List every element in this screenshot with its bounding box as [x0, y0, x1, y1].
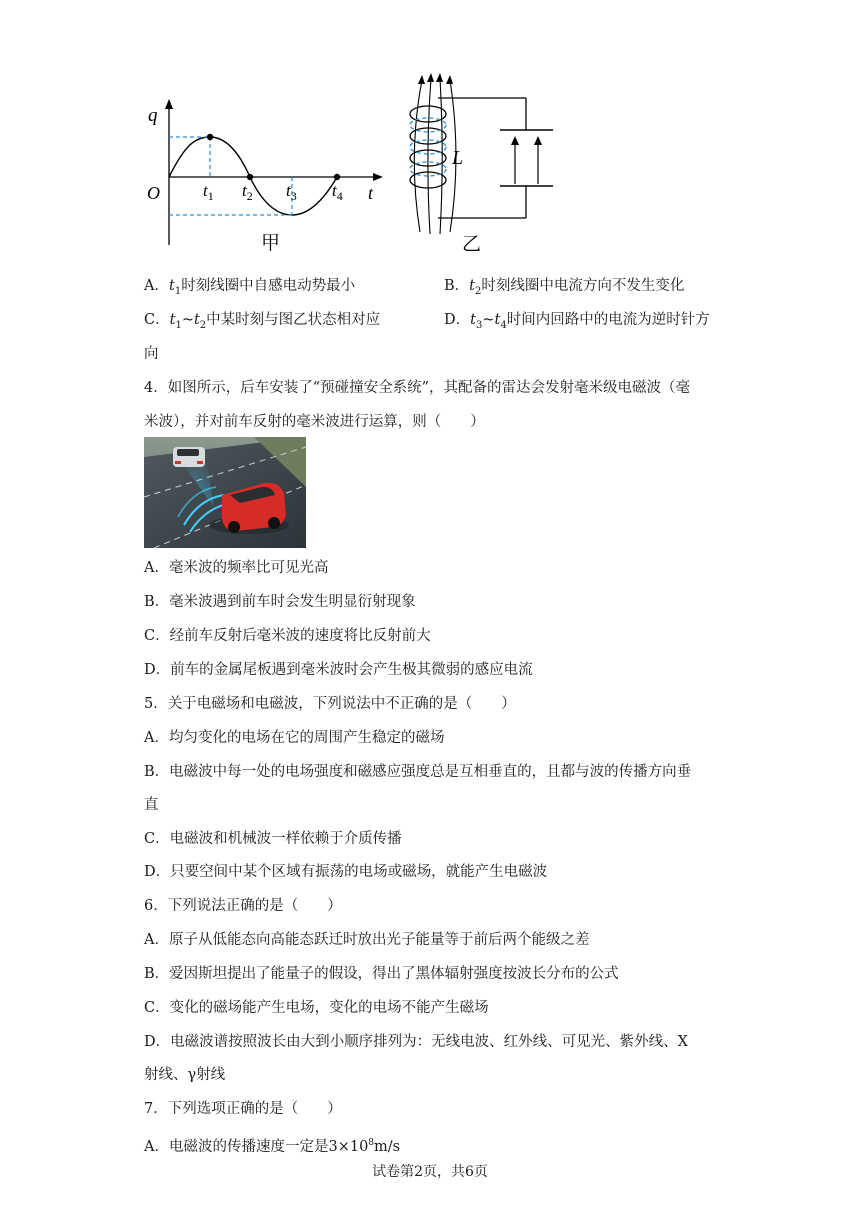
q5-stem: 5．关于电磁场和电磁波，下列说法中不正确的是（ ） — [144, 696, 516, 712]
radar-car-photo — [144, 437, 306, 548]
tick-t4-label: $t_4$ — [332, 181, 343, 203]
axis-t-label: t — [368, 183, 374, 203]
figure-jia-caption: 甲 — [261, 232, 281, 254]
q6-option-d: D．电磁波谱按照波长由大到小顺序排列为：无线电波、红外线、可见光、紫外线、X — [144, 1034, 688, 1050]
q3-option-c: C．$t_1\sim t_2$中某时刻与图乙状态相对应 — [144, 312, 381, 331]
q5-option-a: A．均匀变化的电场在它的周围产生稳定的磁场 — [144, 730, 445, 746]
figure-yi-caption: 乙 — [462, 233, 482, 255]
q5-option-c: C．电磁波和机械波一样依赖于介质传播 — [144, 831, 402, 847]
tick-t3-label: $t_3$ — [286, 181, 297, 203]
q4-option-b: B．毫米波遇到前车时会发生明显衍射现象 — [144, 594, 416, 610]
q3-option-b: B．$t_2$时刻线圈中电流方向不发生变化 — [444, 278, 685, 297]
q4-option-a: A．毫米波的频率比可见光高 — [144, 560, 329, 576]
q3-option-a: A．$t_1$时刻线圈中自感电动势最小 — [144, 278, 356, 297]
axis-q-label: q — [148, 105, 158, 126]
q4-option-c: C．经前车反射后毫米波的速度将比反射前大 — [144, 628, 431, 644]
q3-option-d-cont: 向 — [144, 346, 159, 362]
q6-option-c: C．变化的磁场能产生电场，变化的电场不能产生磁场 — [144, 1000, 489, 1016]
tick-t2-label: $t_2$ — [242, 181, 253, 203]
q6-option-b: B．爱因斯坦提出了能量子的假设，得出了黑体辐射强度按波长分布的公式 — [144, 966, 619, 982]
q5-option-d: D．只要空间中某个区域有振荡的电场或磁场，就能产生电磁波 — [144, 864, 548, 880]
q5-option-b-cont: 直 — [144, 797, 159, 813]
q5-option-b: B．电磁波中每一处的电场强度和磁感应强度总是互相垂直的，且都与波的传播方向垂 — [144, 764, 692, 780]
origin-label: O — [147, 183, 160, 203]
q6-option-a: A．原子从低能态向高能态跃迁时放出光子能量等于前后两个能级之差 — [144, 932, 590, 948]
q4-stem-line2: 米波），并对前车反射的毫米波进行运算，则（ ） — [144, 414, 485, 430]
inductor-L-label: L — [452, 147, 464, 169]
page-footer: 试卷第2页，共6页 — [372, 1164, 488, 1180]
q7-stem: 7．下列选项正确的是（ ） — [144, 1101, 342, 1117]
tick-t1-label: $t_1$ — [203, 181, 214, 203]
q4-option-d: D．前车的金属尾板遇到毫米波时会产生极其微弱的感应电流 — [144, 662, 533, 678]
q4-stem-line1: 4．如图所示，后车安装了“预碰撞安全系统”，其配备的雷达会发射毫米级电磁波（毫 — [144, 380, 691, 396]
q3-option-d: D．$t_3\sim t_4$时间内回路中的电流为逆时针方 — [444, 312, 710, 331]
q7-option-a: A．电磁波的传播速度一定是$3\times 10^8m/s$ — [144, 1138, 401, 1155]
figure-jia-qt-graph — [140, 95, 390, 255]
q6-stem: 6．下列说法正确的是（ ） — [144, 898, 342, 914]
q6-option-d-cont: 射线、γ射线 — [144, 1067, 226, 1083]
figure-yi-lc-circuit — [398, 72, 563, 257]
